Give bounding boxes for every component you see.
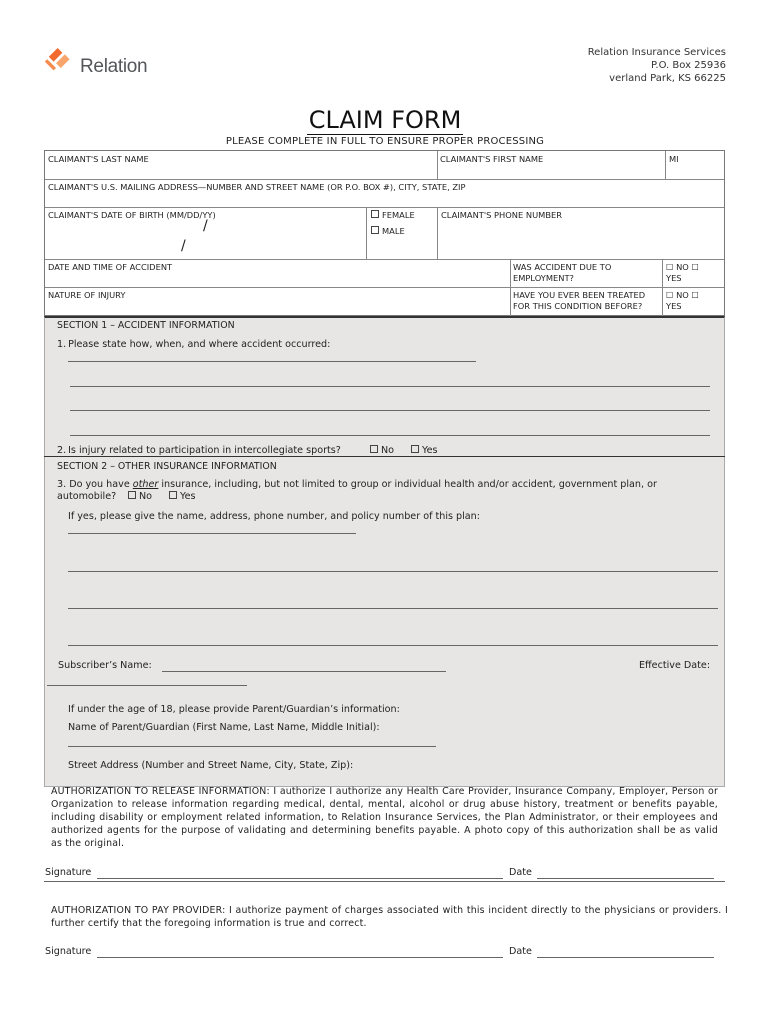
q3-label: 3. Do you have other insurance, including, but not limited to group or individual health and/or accident, government plan, or: [57, 479, 657, 490]
q3-yes-option[interactable]: Yes: [169, 491, 196, 502]
q1-answer-line[interactable]: [70, 435, 710, 436]
guardian-name-label: Name of Parent/Guardian (First Name, Last Name, Middle Initial):: [68, 722, 380, 733]
plan-answer-line[interactable]: [68, 533, 356, 534]
accident-datetime-field[interactable]: DATE AND TIME OF ACCIDENT: [48, 262, 173, 272]
checkbox-icon: [169, 491, 177, 499]
plan-answer-line[interactable]: [68, 608, 718, 609]
section-divider: [44, 456, 725, 457]
nature-of-injury-field[interactable]: NATURE OF INJURY: [48, 290, 126, 300]
if-yes-label: If yes, please give the name, address, phone number, and policy number of this plan:: [68, 511, 480, 522]
address-line-1: Relation Insurance Services: [587, 47, 726, 58]
phone-field[interactable]: CLAIMANT'S PHONE NUMBER: [441, 210, 563, 220]
subscriber-name-label: Subscriber’s Name:: [58, 660, 152, 671]
accident-employment-label: WAS ACCIDENT DUE TO EMPLOYMENT?: [513, 262, 612, 283]
date-label-2: Date: [509, 946, 532, 957]
relation-logo-mark: [44, 44, 76, 76]
plan-answer-line[interactable]: [68, 645, 718, 646]
mi-field[interactable]: MI: [669, 154, 679, 164]
last-name-field[interactable]: CLAIMANT'S LAST NAME: [48, 154, 149, 164]
dob-slash-2: /: [181, 238, 186, 254]
male-checkbox[interactable]: MALE: [371, 226, 405, 237]
checkbox-icon: [371, 210, 379, 218]
female-checkbox[interactable]: FEMALE: [371, 210, 415, 221]
plan-answer-line[interactable]: [68, 571, 718, 572]
brand-name: Relation: [80, 56, 148, 77]
checkbox-icon: [370, 445, 378, 453]
mailing-address-field[interactable]: CLAIMANT'S U.S. MAILING ADDRESS—NUMBER AND STREET NAME (OR P.O. BOX #), CITY, STATE, ZIP: [48, 182, 466, 192]
guardian-name-line[interactable]: [68, 746, 436, 747]
dob-field[interactable]: CLAIMANT'S DATE OF BIRTH (MM/DD/YY): [48, 210, 216, 220]
effective-date-label: Effective Date:: [639, 660, 711, 671]
checkbox-icon: [128, 491, 136, 499]
company-address: [588, 46, 726, 85]
accident-employment-options[interactable]: ☐ NO ☐ YES: [666, 262, 699, 283]
treated-before-label: HAVE YOU EVER BEEN TREATED FOR THIS CONDITION BEFORE?: [513, 290, 646, 311]
pay-authorization-text: AUTHORIZATION TO PAY PROVIDER: I authorize payment of charges associated with this incident directly to the physicians or providers. I further certify that the foregoing information is true and correct.: [51, 905, 728, 929]
section2-heading: SECTION 2 – OTHER INSURANCE INFORMATION: [57, 461, 277, 472]
checkbox-icon: [411, 445, 419, 453]
address-line-3: verland Park, KS 66225: [609, 73, 726, 84]
date-line-2[interactable]: [537, 957, 714, 958]
effective-date-line[interactable]: [47, 685, 247, 686]
q1-answer-line[interactable]: [70, 386, 710, 387]
q2-no-option[interactable]: No: [370, 445, 394, 456]
release-authorization-text: AUTHORIZATION TO RELEASE INFORMATION: I authorize I authorize any Health Care Provider, Insurance Company, Employer, Person or Organization to release information regarding medical, dental, mental, alcohol or drug abuse history, treatment or benefits payable, including disability or employment related information, to Relation Insurance Services, the Plan Administrator, or their employees and authorized agents for the purpose of validating and determining benefits payable. A photo copy of this authorization shall be as valid as the original.: [51, 786, 718, 849]
claimant-info-table: [44, 150, 725, 316]
q2-yes-option[interactable]: Yes: [411, 445, 438, 456]
checkbox-icon: [371, 226, 379, 234]
q1-answer-line[interactable]: [68, 361, 476, 362]
date-line-1[interactable]: [537, 878, 714, 879]
subscriber-name-line[interactable]: [162, 671, 446, 672]
q1-label: 1. Please state how, when, and where accident occurred:: [57, 339, 331, 350]
signature-line-1[interactable]: [97, 878, 503, 879]
street-address-label: Street Address (Number and Street Name, City, State, Zip):: [68, 760, 354, 771]
first-name-field[interactable]: CLAIMANT'S FIRST NAME: [440, 154, 544, 164]
address-line-2: P.O. Box 25936: [650, 60, 726, 71]
signature-row-border: [44, 881, 725, 882]
dob-slash-1: /: [203, 218, 208, 234]
signature-line-2[interactable]: [97, 957, 503, 958]
date-label-1: Date: [509, 867, 532, 878]
signature-label-1: Signature: [45, 867, 92, 878]
q2-label: 2. Is injury related to participation in intercollegiate sports?: [57, 445, 341, 456]
treated-before-options[interactable]: ☐ NO ☐ YES: [666, 290, 699, 311]
form-subtitle: PLEASE COMPLETE IN FULL TO ENSURE PROPER PROCESSING: [225, 136, 545, 147]
under-18-label: If under the age of 18, please provide Parent/Guardian’s information:: [68, 704, 400, 715]
section1-heading: SECTION 1 – ACCIDENT INFORMATION: [57, 320, 235, 331]
q3-no-option[interactable]: No: [128, 491, 152, 502]
q1-answer-line[interactable]: [70, 410, 710, 411]
signature-label-2: Signature: [45, 946, 92, 957]
q3-label-line2: automobile?: [57, 491, 117, 502]
form-title: CLAIM FORM: [308, 106, 462, 134]
